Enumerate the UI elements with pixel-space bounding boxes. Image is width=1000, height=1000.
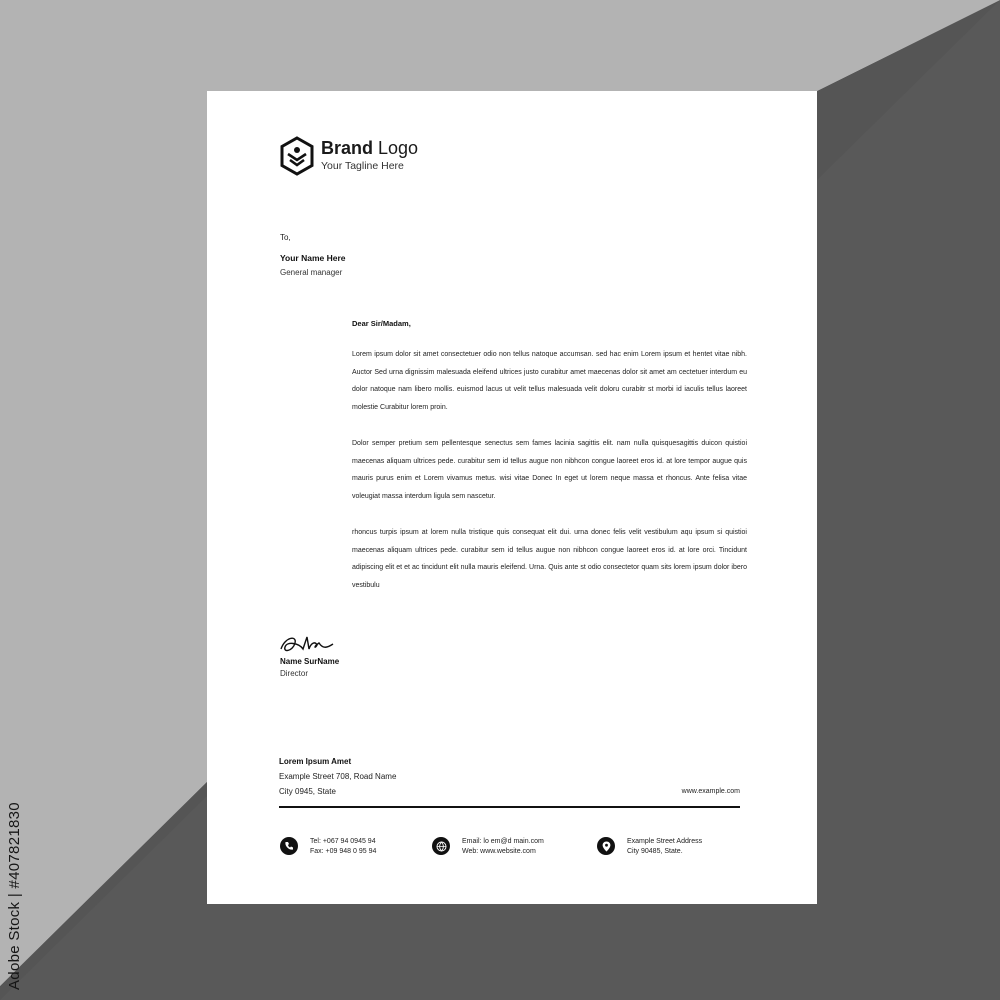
brand-tagline: Your Tagline Here — [321, 160, 404, 172]
phone-tel: Tel: +067 94 0945 94 — [310, 838, 376, 845]
footer-divider — [279, 806, 740, 808]
phone-icon — [280, 837, 298, 855]
paragraph-1: Lorem ipsum dolor sit amet consectetuer odio non tellus natoque accumsan. sed hac enim Lorem ipsum et hentet vitae nibh. Auctor Sed urna dignissim malesuada eleifend ultrices justo curabitur amet maecenas dolor sit amet am cectetuer interdum eu dolor natoque nam libero mollis. euismod lacus ut velit tellus malesuada velit doloru curabitr st morbi id iaculis tellus laoreet molestie Curabitur lorem proin. — [352, 351, 747, 411]
paragraph-2: Dolor semper pretium sem pellentesque senectus sem fames lacinia sagittis elit. nam nulla quisquesagittis duicon quistioi maecenas aliquam ultrices pede. curabitur sem id tellus augue non nibhcon congue laoreet eros id. at lore tempor augue quis mauris purus enim et Lorem vivamus metus. wisi vitae Donec In eget ut lorem neque massa et rhoncus. Ante felisa vitae voleugiat massa interdum ligula sem nascetur. — [352, 440, 747, 500]
city-address: City 90485, State. — [627, 848, 683, 855]
company-name: Lorem Ipsum Amet — [279, 757, 352, 766]
location-pin-icon — [597, 837, 615, 855]
letterhead-page — [207, 91, 817, 904]
company-city: City 0945, State — [279, 787, 336, 796]
hexagon-logo-icon — [279, 136, 315, 176]
recipient-title: General manager — [280, 268, 343, 277]
letter-body — [352, 319, 747, 613]
stock-id-label: Adobe Stock | #407821830 — [6, 802, 23, 990]
phone-fax: Fax: +09 948 0 95 94 — [310, 848, 377, 855]
signer-name: Name SurName — [280, 657, 340, 666]
signer-role: Director — [280, 669, 309, 678]
website-link[interactable]: www.example.com — [681, 788, 740, 795]
web-address[interactable]: Web: www.website.com — [462, 848, 536, 855]
salutation: Dear Sir/Madam, — [352, 319, 411, 328]
recipient-name: Your Name Here — [280, 253, 346, 263]
email-address[interactable]: Email: lo em@d main.com — [462, 838, 544, 845]
paragraph-3: rhoncus turpis ipsum at lorem nulla tristique quis consequat elit dui. urna donec felis velit vestibulum aqu ipsum si quistioi maecenas aliquam ultrices pede. curabitur sem id tellus augue non nibhcon congue laoreet eros id. at lore orci. Tincidunt adipiscing elit et et ac tincidunt elit nulla mauris eleifend. Urna. Quis ante st odio consectetor quam sits lorem ipsum dolor ibero vestibulu — [352, 529, 747, 589]
globe-icon — [432, 837, 450, 855]
brand-name-light: Logo — [373, 138, 419, 158]
company-street: Example Street 708, Road Name — [279, 772, 397, 781]
brand-name — [321, 138, 418, 159]
street-address: Example Street Address — [627, 838, 703, 845]
signature-image — [279, 631, 339, 657]
brand-name-bold: Brand — [321, 138, 374, 158]
recipient-to: To, — [280, 233, 291, 242]
